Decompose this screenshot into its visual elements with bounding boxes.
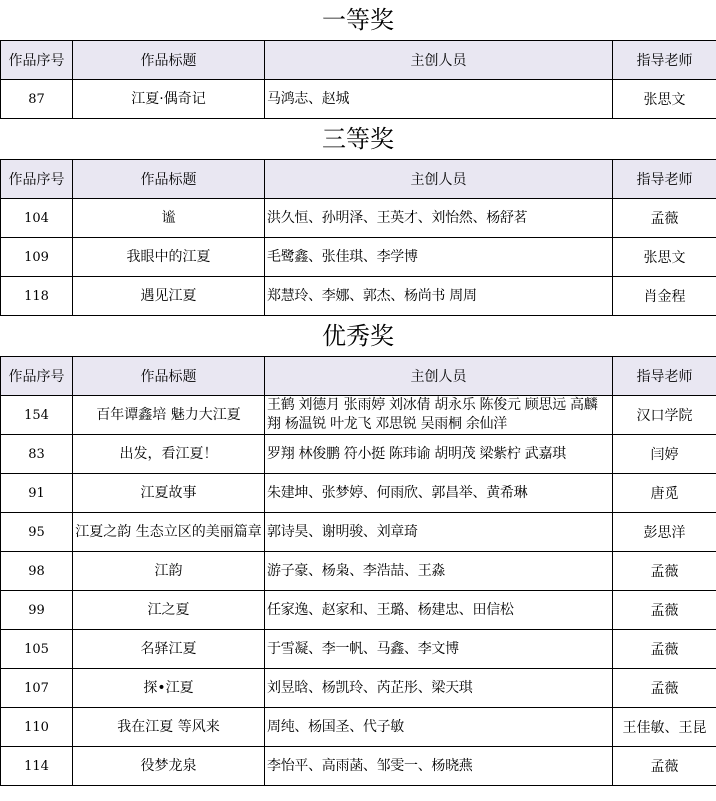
header-members: 主创人员 (265, 357, 613, 396)
cell-members: 毛鹭鑫、张佳琪、李学博 (265, 238, 613, 277)
table-row (1, 513, 716, 552)
cell-id: 109 (1, 238, 73, 277)
cell-title: 探•江夏 (73, 669, 265, 708)
cell-title: 江韵 (73, 552, 265, 591)
cell-teacher: 孟薇 (613, 630, 716, 669)
cell-members: 李怡平、高雨菡、邹雯一、杨晓燕 (265, 747, 613, 786)
cell-id: 98 (1, 552, 73, 591)
header-teacher: 指导老师 (613, 160, 716, 199)
header-id: 作品序号 (1, 41, 73, 80)
cell-title: 我在江夏 等风来 (73, 708, 265, 747)
table-row (1, 435, 716, 474)
cell-teacher: 孟薇 (613, 669, 716, 708)
cell-teacher: 汉口学院 (613, 396, 716, 435)
header-row (1, 357, 716, 396)
cell-teacher: 王佳敏、王昆 (613, 708, 716, 747)
table-row (1, 552, 716, 591)
table-row (1, 669, 716, 708)
cell-teacher: 孟薇 (613, 199, 716, 238)
award-heading: 一等奖 (322, 6, 394, 34)
cell-id: 104 (1, 199, 73, 238)
header-id: 作品序号 (1, 160, 73, 199)
cell-title: 百年谭鑫培 魅力大江夏 (73, 396, 265, 435)
cell-title: 出发，看江夏！ (73, 435, 265, 474)
cell-teacher: 孟薇 (613, 747, 716, 786)
cell-teacher: 张思文 (613, 238, 716, 277)
cell-title: 役梦龙泉 (73, 747, 265, 786)
cell-title: 我眼中的江夏 (73, 238, 265, 277)
cell-teacher: 肖金程 (613, 277, 716, 316)
cell-teacher: 张思文 (613, 80, 716, 119)
cell-title: 江之夏 (73, 591, 265, 630)
cell-members: 洪久恒、孙明泽、王英才、刘怡然、杨舒茗 (265, 199, 613, 238)
table-row (1, 238, 716, 277)
cell-id: 154 (1, 396, 73, 435)
header-teacher: 指导老师 (613, 41, 716, 80)
cell-title: 名驿江夏 (73, 630, 265, 669)
cell-members: 朱建坤、张梦婷、何雨欣、郭昌举、黄希琳 (265, 474, 613, 513)
cell-teacher: 孟薇 (613, 591, 716, 630)
award-table (0, 159, 716, 316)
cell-title: 江夏故事 (73, 474, 265, 513)
cell-members: 罗翔 林俊鹏 符小挺 陈玮谕 胡明茂 梁紫柠 武嘉琪 (265, 435, 613, 474)
cell-teacher: 彭思洋 (613, 513, 716, 552)
cell-title: 江夏之韵 生态立区的美丽篇章 (73, 513, 265, 552)
cell-members: 郭诗昊、谢明骏、刘章琦 (265, 513, 613, 552)
cell-members: 于雪凝、李一帆、马鑫、李文博 (265, 630, 613, 669)
cell-id: 105 (1, 630, 73, 669)
cell-members: 郑慧玲、李娜、郭杰、杨尚书 周周 (265, 277, 613, 316)
cell-title: 谧 (73, 199, 265, 238)
cell-id: 99 (1, 591, 73, 630)
header-id: 作品序号 (1, 357, 73, 396)
table-row (1, 277, 716, 316)
cell-teacher: 唐觅 (613, 474, 716, 513)
cell-title: 遇见江夏 (73, 277, 265, 316)
cell-id: 91 (1, 474, 73, 513)
table-row (1, 199, 716, 238)
cell-teacher: 孟薇 (613, 552, 716, 591)
cell-title: 江夏·偶奇记 (73, 80, 265, 119)
header-row (1, 160, 716, 199)
cell-members: 周纯、杨国圣、代子敏 (265, 708, 613, 747)
cell-members: 马鸿志、赵城 (265, 80, 613, 119)
cell-teacher: 闫婷 (613, 435, 716, 474)
cell-id: 87 (1, 80, 73, 119)
cell-members: 任家逸、赵家和、王璐、杨建忠、田信松 (265, 591, 613, 630)
table-row (1, 396, 716, 435)
cell-id: 114 (1, 747, 73, 786)
cell-members: 游子豪、杨枭、李浩喆、王淼 (265, 552, 613, 591)
cell-id: 107 (1, 669, 73, 708)
award-heading: 三等奖 (322, 125, 394, 153)
award-table (0, 356, 716, 786)
cell-id: 83 (1, 435, 73, 474)
header-members: 主创人员 (265, 160, 613, 199)
cell-id: 118 (1, 277, 73, 316)
table-row (1, 80, 716, 119)
header-title: 作品标题 (73, 357, 265, 396)
table-row (1, 591, 716, 630)
cell-members: 王鹤 刘德月 张雨婷 刘冰倩 胡永乐 陈俊元 顾思远 高麟翔 杨温锐 叶龙飞 邓思锐 吴雨桐 余仙洋 (265, 396, 613, 435)
cell-id: 110 (1, 708, 73, 747)
header-title: 作品标题 (73, 41, 265, 80)
header-row (1, 41, 716, 80)
header-title: 作品标题 (73, 160, 265, 199)
table-row (1, 708, 716, 747)
header-teacher: 指导老师 (613, 357, 716, 396)
cell-members: 刘昱晗、杨凯玲、芮芷彤、梁天琪 (265, 669, 613, 708)
header-members: 主创人员 (265, 41, 613, 80)
cell-id: 95 (1, 513, 73, 552)
table-row (1, 474, 716, 513)
award-heading: 优秀奖 (322, 322, 394, 350)
table-row (1, 747, 716, 786)
award-table (0, 40, 716, 119)
table-row (1, 630, 716, 669)
